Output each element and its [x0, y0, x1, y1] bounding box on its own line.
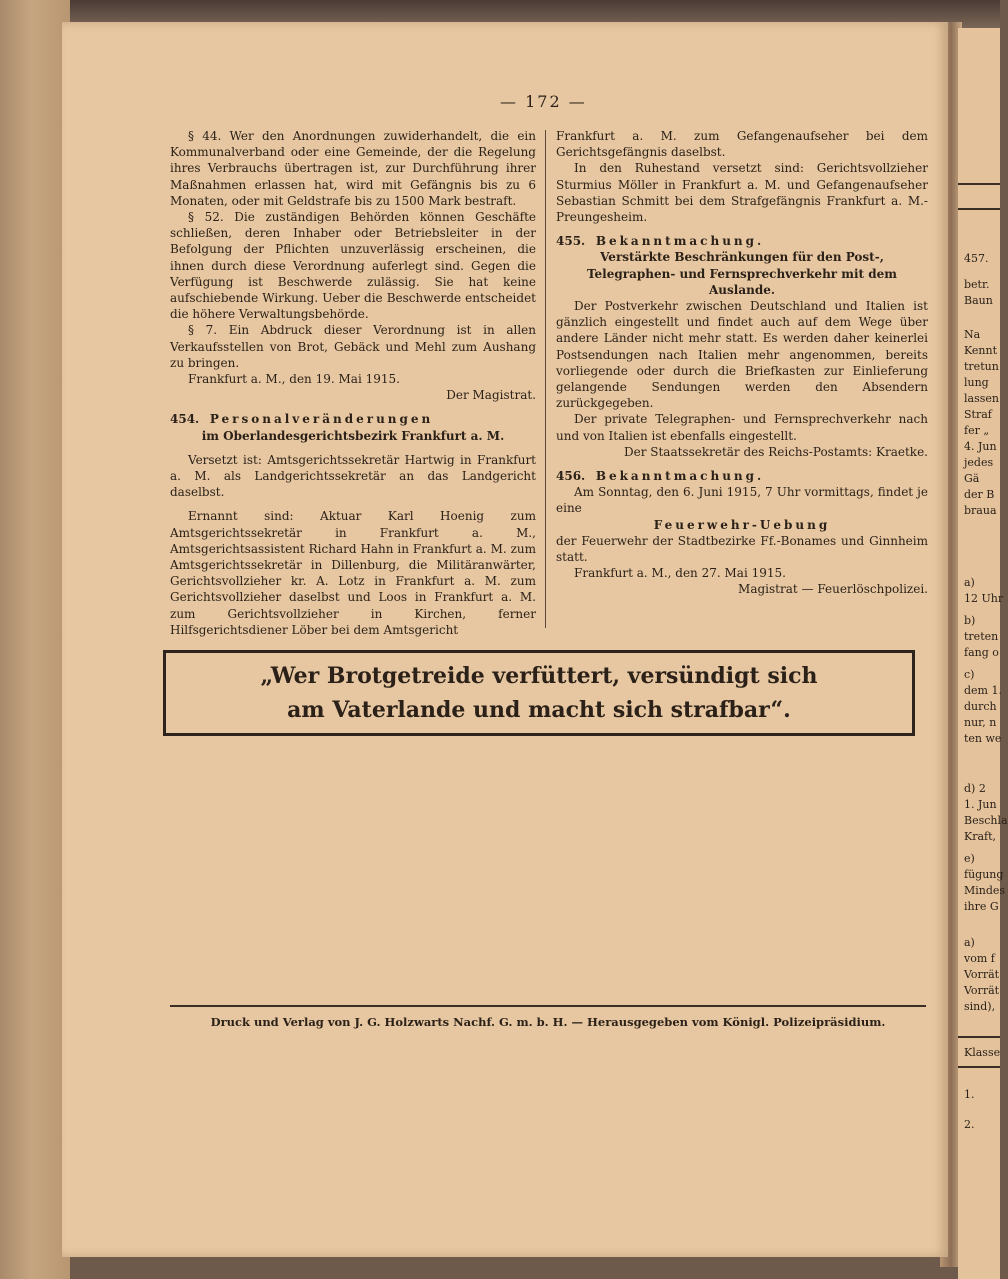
book-binding — [0, 0, 70, 1279]
signature: Magistrat — Feuerlöschpolizei. — [738, 582, 928, 597]
spacer — [170, 500, 536, 508]
paragraph-7: § 7. Ein Abdruck dieser Verordnung ist in allen Verkaufsstellen von Brot, Gebäck und Mehl zum Aushang zu bringen. — [170, 323, 536, 370]
next-page-rule — [958, 1036, 1000, 1038]
right-column — [556, 128, 928, 598]
paragraph-ernannt: Ernannt sind: Aktuar Karl Hoenig zum Amtsgerichtssekretär in Frankfurt a. M., Amtsgerichtsassistent Richard Hahn in Frankfurt a. M. zum Amtsgerichtssekretär in Dillenburg, die Militäranwärter, Gerichtsvollzieher kr. A. Lotz in Frankfurt a. M. zum Gerichtsvollzieher daselbst und Loos in Frankfurt a. M. zum Gerichtsvollzieher in Kirchen, ferner Hilfsgerichtsdiener Löber bei dem Amtsgericht — [170, 509, 536, 637]
paragraph-continued: Frankfurt a. M. zum Gefangenaufseher bei dem Gerichtsgefängnis daselbst. — [556, 129, 928, 160]
left-column — [170, 128, 536, 638]
next-page-fragment: Klasse — [964, 1046, 1001, 1059]
slogan-line-2: am Vaterlande und macht sich strafbar“. — [287, 697, 791, 723]
next-page-fragment: vom f — [964, 952, 995, 965]
next-page-fragment: Beschla — [964, 814, 1008, 827]
footer-rule — [170, 1005, 926, 1007]
next-page-fragment: treten — [964, 630, 999, 643]
column-divider — [545, 130, 546, 628]
notice-number: 455. — [556, 234, 586, 249]
paragraph-44: § 44. Wer den Anordnungen zuwiderhandelt, die ein Kommunalverband oder eine Gemeinde, der die Regelung ihres Verbrauchs übertragen ist, zur Durchführung ihrer Maßnahmen erlassen hat, wird mit Gefängnis bis zu 6 Monaten, oder mit Geldstrafe bis zu 1500 Mark bestraft. — [170, 129, 536, 208]
next-page-fragment: c) — [964, 668, 975, 681]
notice-number: 456. — [556, 469, 586, 484]
next-page-fragment: lassen — [964, 392, 999, 405]
slogan-line-1: „Wer Brotgetreide verfüttert, versündigt sich — [260, 663, 818, 689]
spacer — [556, 225, 928, 233]
notice-heading: Bekanntmachung. — [595, 234, 765, 249]
next-page-fragment: 2. — [964, 1118, 975, 1131]
next-page-fragment: nur, n — [964, 716, 997, 729]
spacer — [556, 460, 928, 468]
notice-456-heading-line — [556, 468, 928, 484]
next-page-fragment: der B — [964, 488, 995, 501]
next-page-fragment: fer „ — [964, 424, 990, 437]
next-page-fragment: ten we — [964, 732, 1002, 745]
next-page-fragment: dem 1. — [964, 684, 1002, 697]
next-page-fragment: lung — [964, 376, 989, 389]
imprint-footer: Druck und Verlag von J. G. Holzwarts Nachf. G. m. b. H. — Herausgegeben vom Königl. Polizeipräsidium. — [210, 1015, 886, 1029]
paragraph-postverkehr: Der Postverkehr zwischen Deutschland und Italien ist gänzlich eingestellt und findet auch auf dem Wege über andere Länder nicht mehr statt. Es werden daher keinerlei Postsendungen nach Italien mehr angenommen, bereits vorliegende oder durch die Briefkasten zur Einlieferung gelangende Sendungen werden den Absendern zurückgegeben. — [556, 299, 928, 411]
next-page-fragment: Kennt — [964, 344, 998, 357]
next-page-fragment: 1. — [964, 1088, 975, 1101]
next-page-fragment: sind), — [964, 1000, 996, 1013]
next-page-fragment: 4. Jun — [964, 440, 997, 453]
next-page-rule — [958, 183, 1000, 185]
next-page-fragment: Na — [964, 328, 981, 341]
next-page-fragment: durch — [964, 700, 997, 713]
spacer — [170, 403, 536, 411]
notice-number: 454. — [170, 412, 200, 427]
notice-subheading: im Oberlandesgerichtsbezirk Frankfurt a. M. — [201, 428, 505, 443]
next-page-fragment: d) 2 — [964, 782, 986, 795]
next-page-fragment: fang o — [964, 646, 999, 659]
next-page-fragment: Vorrät — [964, 984, 1000, 997]
next-page-rule — [958, 208, 1000, 210]
next-page-fragment: jedes — [964, 456, 994, 469]
slogan-box — [163, 650, 915, 736]
next-page-edge — [958, 28, 1008, 1279]
next-page-fragment: 1. Jun — [964, 798, 997, 811]
next-page-fragment: e) — [964, 852, 975, 865]
paragraph-telegraph: Der private Telegraphen- und Fernsprechverkehr nach und von Italien ist ebenfalls eingestellt. — [556, 412, 928, 443]
date-line: Frankfurt a. M., den 27. Mai 1915. — [574, 566, 786, 581]
next-page-fragment: a) — [964, 576, 975, 589]
exercise-title: Feuerwehr-Uebung — [653, 517, 831, 532]
notice-heading: Personalveränderungen — [209, 412, 434, 427]
paragraph-52: § 52. Die zuständigen Behörden können Geschäfte schließen, deren Inhaber oder Betriebsleiter in der Befolgung der Pflichten unzuverlässig erscheinen, die ihnen durch diese Verordnung auferlegt sind. Gegen die Verfügung ist Beschwerde zulässig. Sie hat keine aufschiebende Wirkung. Ueber die Beschwerde entscheidet die höhere Verwaltungsbehörde. — [170, 210, 536, 322]
next-page-fragment: fügung — [964, 868, 1004, 881]
next-page-fragment: Mindes — [964, 884, 1006, 897]
next-page-fragment: betr. — [964, 278, 990, 291]
notice-subheading: Verstärkte Beschränkungen für den Post-, Telegraphen- und Fernsprechverkehr mit dem Auslande. — [586, 250, 897, 297]
next-page-fragment: 12 Uhr — [964, 592, 1004, 605]
next-page-fragment: 457. — [964, 252, 989, 265]
date-line: Frankfurt a. M., den 19. Mai 1915. — [188, 372, 400, 387]
notice-454-heading-line — [170, 411, 536, 427]
next-page-fragment: Kraft, — [964, 830, 997, 843]
signature: Der Staatssekretär des Reichs-Postamts: Kraetke. — [623, 444, 928, 459]
notice-heading: Bekanntmachung. — [595, 469, 765, 484]
next-page-fragment: Vorrät — [964, 968, 1000, 981]
signature: Der Magistrat. — [446, 388, 536, 403]
next-page-fragment: braua — [964, 504, 997, 517]
page-number: — 172 — — [500, 92, 587, 111]
next-page-fragment: b) — [964, 614, 976, 627]
paragraph-sonntag: Am Sonntag, den 6. Juni 1915, 7 Uhr vormittags, findet je eine — [556, 485, 928, 516]
next-page-rule — [958, 1066, 1000, 1068]
next-page-fragment: tretun — [964, 360, 999, 373]
next-page-fragment: Gä — [964, 472, 980, 485]
next-page-fragment: a) — [964, 936, 975, 949]
paragraph-bezirke: der Feuerwehr der Stadtbezirke Ff.-Bonames und Ginnheim statt. — [556, 533, 928, 565]
spacer — [170, 444, 536, 452]
paragraph-ruhestand: In den Ruhestand versetzt sind: Gerichtsvollzieher Sturmius Möller in Frankfurt a. M. und Gefangenaufseher Sebastian Schmitt bei dem Strafgefängnis Frankfurt a. M.-Preungesheim. — [556, 161, 928, 225]
notice-455-heading-line — [556, 233, 928, 249]
paragraph-versetzt: Versetzt ist: Amtsgerichtssekretär Hartwig in Frankfurt a. M. als Landgerichtssekretär an das Landgericht daselbst. — [170, 452, 536, 500]
next-page-fragment: Baun — [964, 294, 993, 307]
next-page-fragment: ihre G — [964, 900, 999, 913]
next-page-fragment: Straf — [964, 408, 992, 421]
